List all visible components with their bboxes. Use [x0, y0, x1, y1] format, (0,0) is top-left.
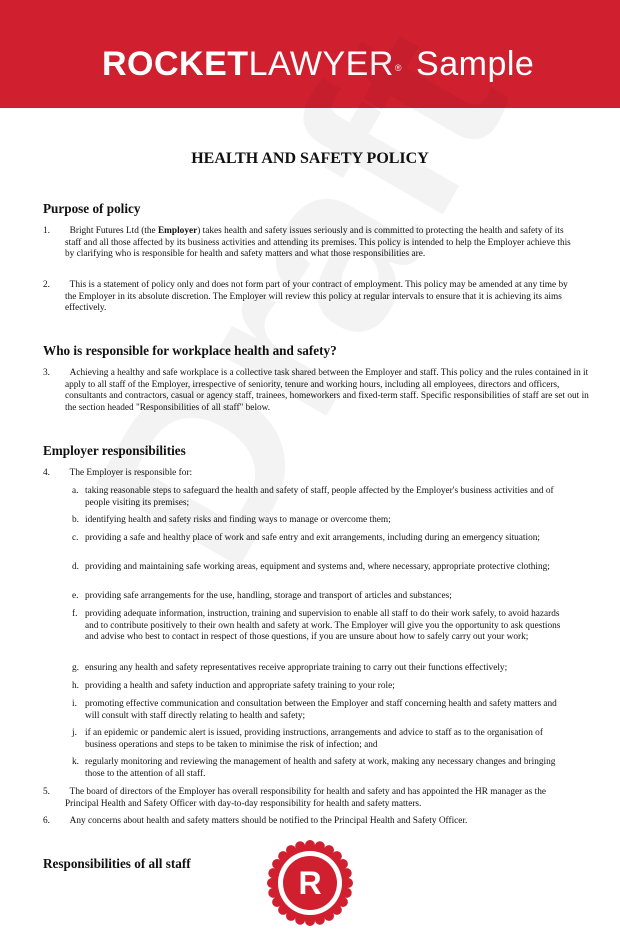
- section-heading-purpose: Purpose of policy: [43, 201, 141, 216]
- clause-6-text: Any concerns about health and safety matters should be notified to the Principal Health and Safety Officer.: [69, 816, 468, 826]
- sub-item-letter: g.: [72, 663, 79, 673]
- clause-1-text: Bright Futures Ltd (the Employer) takes health and safety issues seriously and is committed to protecting the health and safety of its staff and all those affected by its business activities and attending its premises. This policy is intended to help the Employer achieve this by clarifying who is responsible for health and safety matters and what those responsibilities are.: [65, 226, 571, 259]
- sub-item-letter: c.: [72, 533, 79, 543]
- sub-item-letter: j.: [72, 728, 77, 738]
- seal-scallop: [342, 888, 352, 898]
- clause-4-text: The Employer is responsible for:: [69, 468, 193, 478]
- seal-scallop: [315, 841, 325, 851]
- sub-item-text: providing safe arrangements for the use, handling, storage and transport of articles and substances;: [85, 591, 452, 601]
- seal-scallop: [324, 845, 334, 855]
- seal-scallop: [286, 911, 296, 921]
- sub-item-text: taking reasonable steps to safeguard the health and safety of staff, people affected by the Employer's business activities and of people visiting its premises;: [85, 486, 554, 508]
- clause-number-6: 6.: [43, 816, 50, 826]
- seal-scallop: [272, 859, 282, 869]
- clause-number-5: 5.: [43, 787, 50, 797]
- seal-scallop: [272, 897, 282, 907]
- clause-5-text: The board of directors of the Employer has overall responsibility for health and safety and has appointed the HR manager as the Principal Health and Safety Officer with day-to-day responsibility for health and safety matters.: [65, 787, 546, 809]
- logo-rocket-text: ROCKET: [102, 45, 249, 83]
- section-heading-who: Who is responsible for workplace health and safety?: [43, 343, 337, 358]
- seal-scallop: [338, 859, 348, 869]
- sub-item-text: providing a health and safety induction and appropriate safety training to your role;: [85, 681, 395, 691]
- seal-scallop: [332, 905, 342, 915]
- employer-defined-term: Employer: [157, 226, 198, 236]
- seal-scallop: [324, 911, 334, 921]
- clause-number-1: 1.: [43, 226, 50, 236]
- sub-item-letter: b.: [72, 515, 79, 525]
- seal-scallop: [295, 915, 305, 925]
- sub-item-text: regularly monitoring and reviewing the management of health and safety at work, making any necessary changes and bringing those to the attention of all staff.: [85, 757, 556, 779]
- document-title: HEALTH AND SAFETY POLICY: [191, 150, 429, 167]
- sub-item-letter: k.: [72, 757, 79, 767]
- seal-scallop: [267, 878, 277, 888]
- seal-scallop: [305, 916, 315, 926]
- sub-item-letter: d.: [72, 562, 79, 572]
- sub-item-letter: f.: [72, 609, 78, 619]
- seal-letter: R: [298, 865, 322, 901]
- sample-label: Sample: [416, 45, 535, 83]
- clause-number-2: 2.: [43, 280, 50, 290]
- seal-scallop: [342, 868, 352, 878]
- sub-item-letter: e.: [72, 591, 79, 601]
- sub-item-letter: a.: [72, 486, 79, 496]
- registered-mark: ®: [394, 63, 403, 73]
- clause-number-4: 4.: [43, 468, 50, 478]
- seal-scallop: [286, 845, 296, 855]
- clause-2-text: This is a statement of policy only and does not form part of your contract of employment. This policy may be amended at any time by the Employer in its absolute discretion. The Employer will review this policy at regular intervals to ensure that it is achieving its aims effectively.: [65, 280, 568, 313]
- sub-item-text: identifying health and safety risks and finding ways to manage or overcome them;: [85, 515, 391, 525]
- seal-scallop: [338, 897, 348, 907]
- sub-item-letter: i.: [72, 699, 77, 709]
- sub-item-text: ensuring any health and safety representatives receive appropriate training to carry out their functions effectively;: [85, 663, 508, 673]
- section-heading-employer: Employer responsibilities: [43, 443, 186, 458]
- sub-item-text: promoting effective communication and consultation between the Employer and staff concerning health and safety matters and will consult with staff directly relating to health and safety;: [85, 699, 557, 721]
- seal-scallop: [343, 878, 353, 888]
- clause-number-3: 3.: [43, 368, 50, 378]
- seal-scallop: [268, 868, 278, 878]
- seal-scallop: [332, 851, 342, 861]
- clause-3-text: Achieving a healthy and safe workplace is a collective task shared between the Employer and staff. This policy and the rules contained in it apply to all staff of the Employer, irrespective of seniority, tenure and working hours, including all employees, directors and officers, consultants and contractors, casual or agency staff, trainees, homeworkers and fixed-term staff. Specific responsibilities of staff are set out in the section headed "Responsibilities of all staff" below.: [65, 368, 589, 413]
- seal-scallop: [315, 915, 325, 925]
- seal-scallop: [268, 888, 278, 898]
- seal-scallop: [278, 851, 288, 861]
- sub-item-text: providing adequate information, instruction, training and supervision to enable all staff to do their work safely, to avoid hazards and to contribute positively to their own health and safety at work. The Employer will give you the opportunity to ask questions and advise who best to contact in respect of those questions, if you are unsure about how to safely carry out your work;: [85, 609, 561, 642]
- sub-item-letter: h.: [72, 681, 79, 691]
- seal-scallop: [295, 841, 305, 851]
- rocket-lawyer-seal-icon: [266, 839, 354, 927]
- section-heading-staff: Responsibilities of all staff: [43, 856, 191, 871]
- seal-scallop: [305, 840, 315, 850]
- sub-item-text: providing a safe and healthy place of work and safe entry and exit arrangements, including during an emergency situation;: [85, 533, 540, 543]
- sub-item-text: if an epidemic or pandemic alert is issued, providing instructions, arrangements and advice to staff as to the organisation of business operations and steps to be taken to minimise the risk of infection; and: [85, 728, 543, 750]
- logo-lawyer-text: LAWYER: [248, 45, 394, 83]
- seal-scallop: [278, 905, 288, 915]
- sub-item-text: providing and maintaining safe working areas, equipment and systems and, where necessary, appropriate protective clothing;: [85, 562, 550, 572]
